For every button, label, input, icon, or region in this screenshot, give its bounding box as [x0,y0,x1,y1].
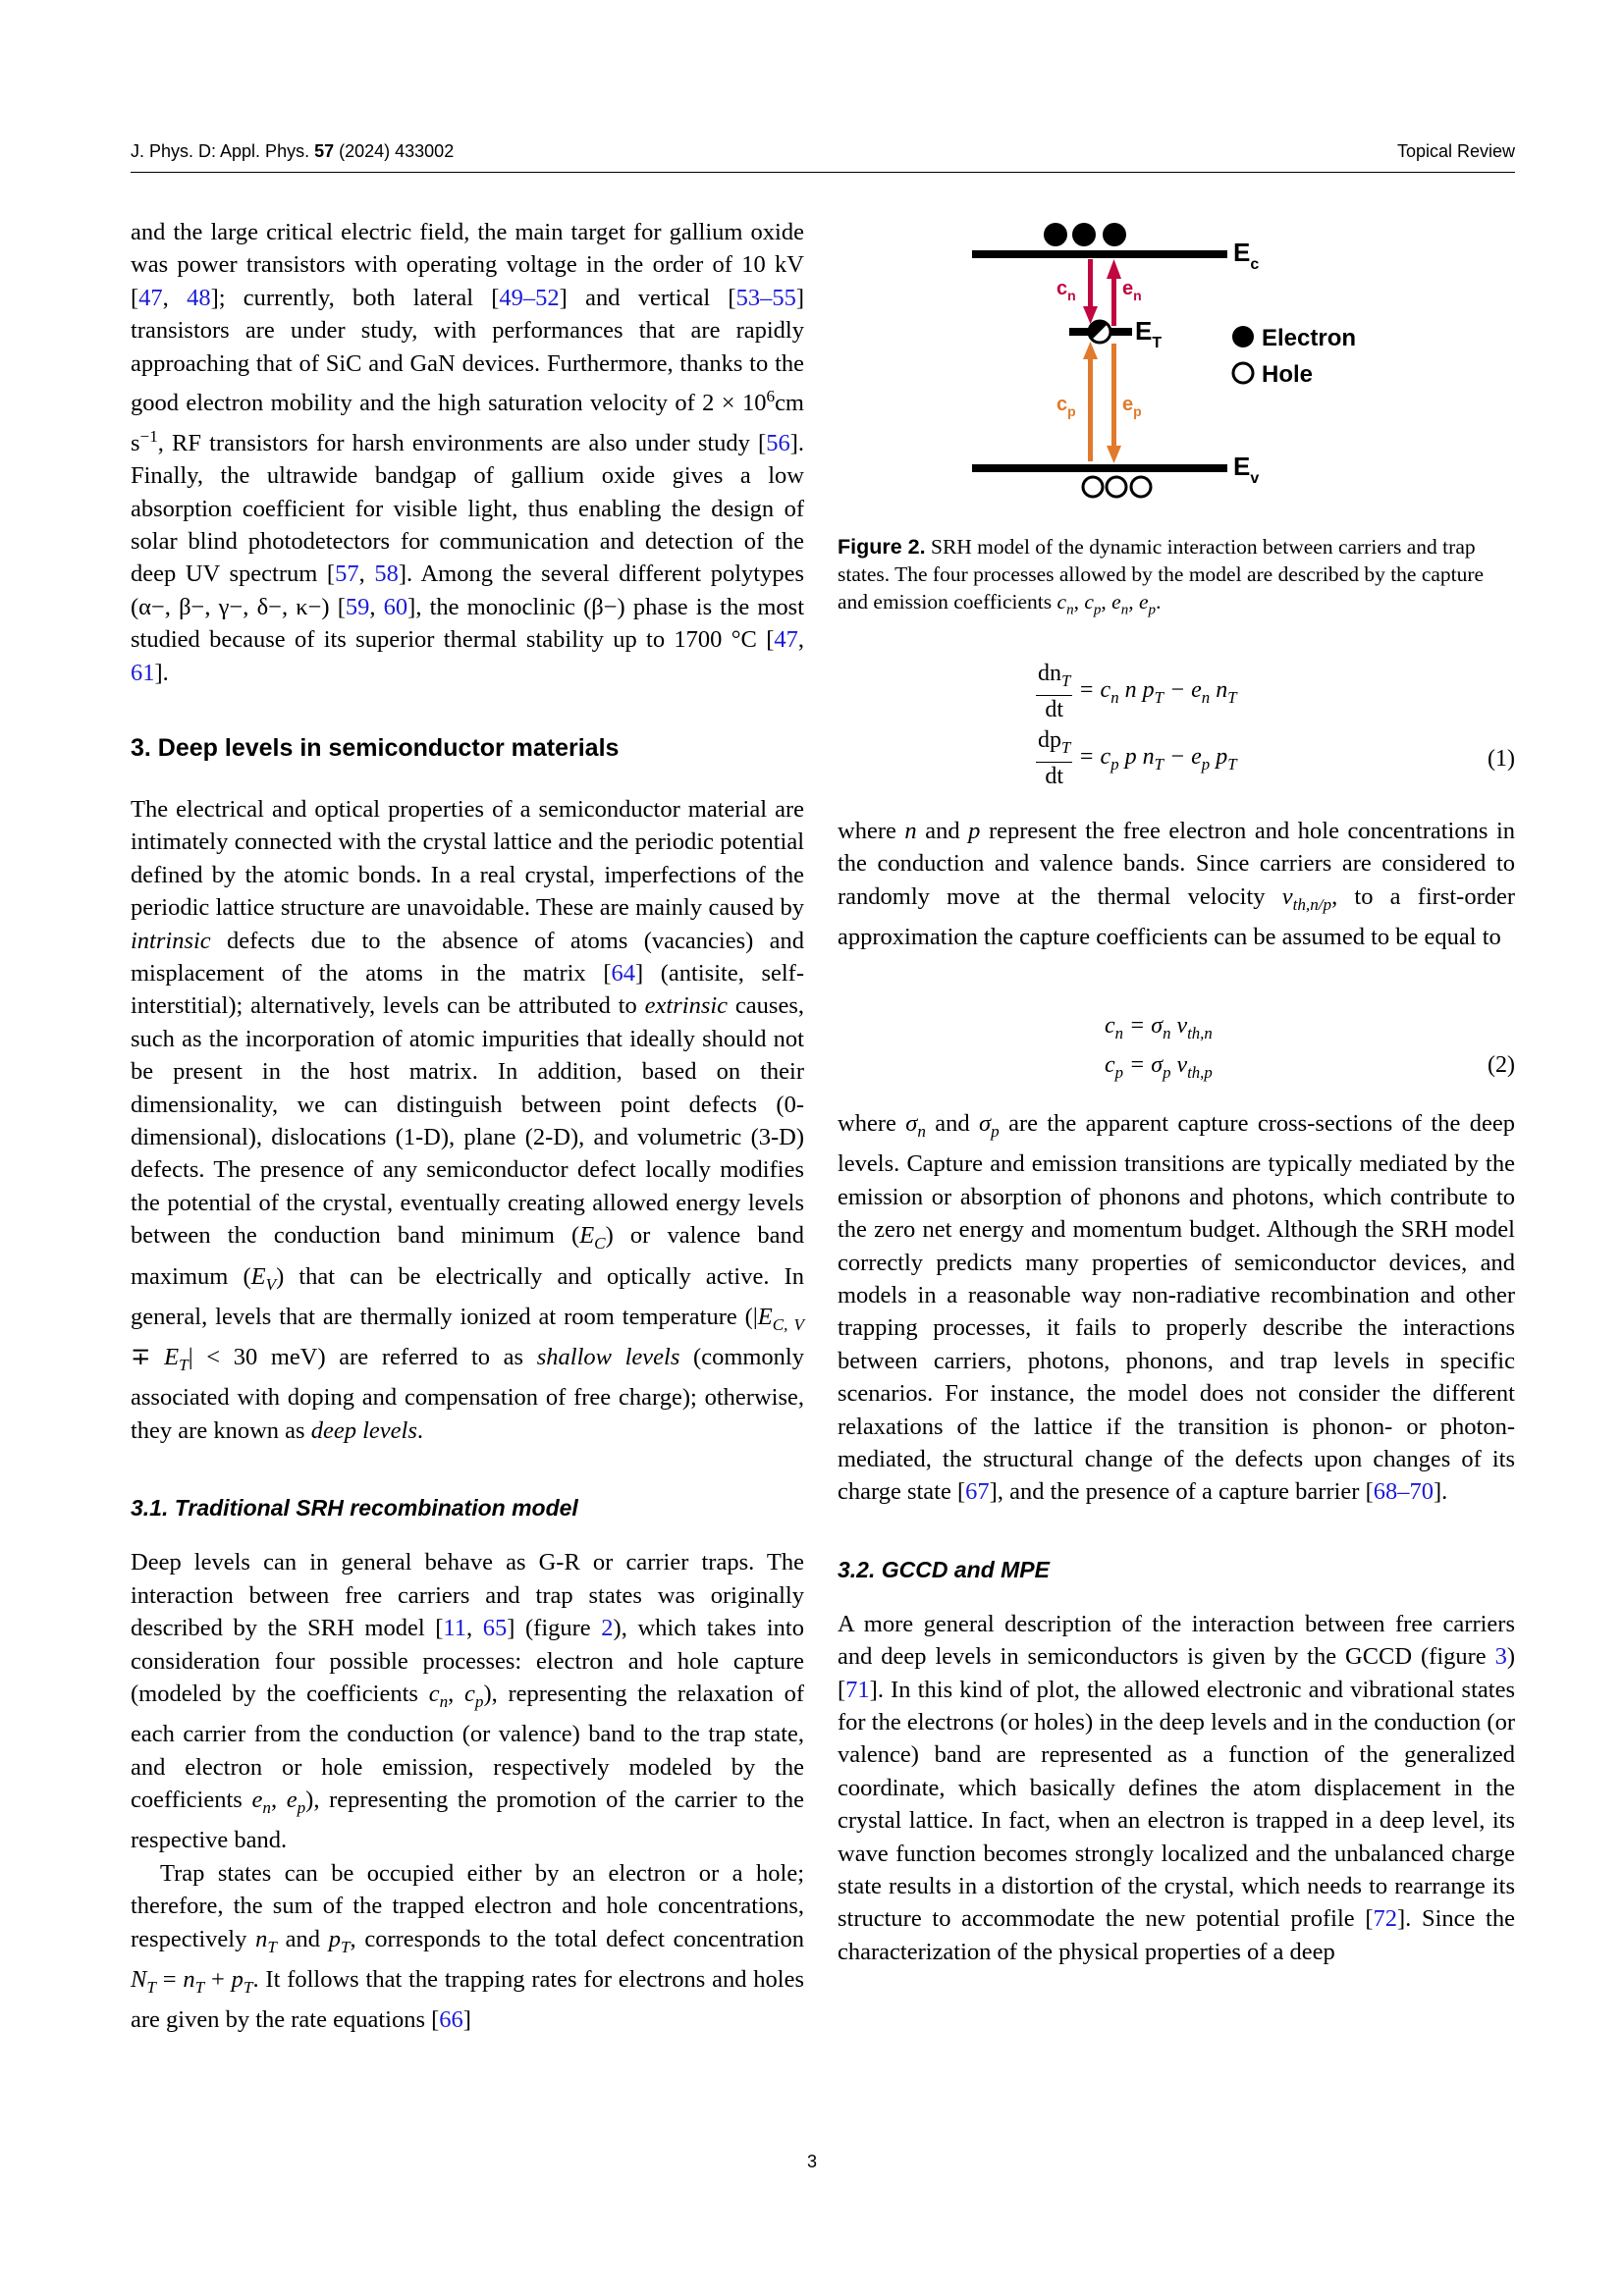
right-column-block-1 [838,815,1515,954]
citation-link[interactable]: 47 [138,284,163,311]
citation-link[interactable]: 53–55 [735,284,796,311]
citation-link[interactable]: 48 [187,284,211,311]
hole-icon [1131,477,1151,497]
citation-link[interactable]: 72 [1373,1905,1397,1933]
en-arrow [1111,277,1116,326]
citation-link[interactable]: 57 [335,561,359,588]
citation-link[interactable]: 49–52 [499,284,560,311]
legend-electron-label: Electron [1262,325,1357,351]
citation-link[interactable]: 56 [766,429,790,456]
ep-label: $e_p$ [1122,394,1142,419]
citation-link[interactable]: 59 [345,593,370,620]
right-column-block-2 [838,1107,1515,1968]
valence-band-line [972,464,1227,472]
citation-link[interactable]: 47 [774,626,798,654]
section3-paragraph: The electrical and optical properties of a semiconductor material are intimately connected with the crystal lattice and the periodic potential defined by the atomic bonds. In a real crystal, imperfections of the periodic lattice structure are unavoidable. These are mainly caused by intrinsic defects due to the absence of atoms (vacancies) and misplacement of the atoms in the matrix [64] (antisite, self-interstitial); alternatively, levels can be attributed to extrinsic causes, such as the incorporation of atomic impurities that ideally should not be present in the host matrix. In addition, based on their dimensionality, we can distinguish between point defects (0-dimensional), dislocations (1-D), plane (2-D), and volumetric (3-D) defects. The presence of any semiconductor defect locally modifies the potential of the crystal, eventually creating allowed energy levels between the conduction band minimum $(E_C)$ or valence band maximum $(E_V)$ that can be electrically and optically active. In general, levels that are thermally ionized at room temperature ($|E_{C, V} \mp E_T| < 30$ meV) are referred to as shallow levels (commonly associated with doping and compensation of free charge); otherwise, they are known as deep levels. [131,796,805,1444]
intro-paragraph: and the large critical electric field, the main target for gallium oxide was power transistors with operating voltage in the order of 10 kV [47, 48]; currently, both lateral [49–52] and vertical [53–55] transistors are under study, with performances that are rapidly approaching that of SiC and GaN devices. Furthermore, thanks to the good electron mobility and the high saturation velocity of $2 \times 10^6cm$ $s^{-1}$, RF transistors for harsh environments are also under study [56]. Finally, the ultrawide bandgap of gallium oxide gives a low absorption coefficient for visible light, thus enabling the design of solar blind photodetectors for communication and detection of the deep UV spectrum [57, 58]. Among the several different polytypes (α−, β−, γ−, δ−, κ−) [59, 60], the monoclinic (β−) phase is the most studied because of its superior thermal stability up to 1700 °C [47, 61]. [131,219,805,686]
en-arrowhead [1107,259,1121,279]
citation-link[interactable]: 67 [965,1478,990,1506]
figure-2-srh-diagram [962,196,1404,520]
equation-2 [1105,1013,1515,1092]
volume-number: 57 [314,141,335,161]
legend-hole-icon [1233,363,1253,383]
hole-icon [1107,477,1126,497]
electron-icon [1072,223,1096,246]
electron-icon [1103,223,1126,246]
citation-link[interactable]: 66 [439,2006,463,2034]
conduction-band-line [972,250,1227,258]
ev-label: $E_v$ [1233,452,1260,487]
figure-link[interactable]: 2 [601,1615,614,1642]
citation-link[interactable]: 65 [482,1615,508,1642]
citation-link[interactable]: 61 [131,659,155,686]
journal-citation: J. Phys. D: Appl. Phys. 57 (2024) 433002 [131,141,455,161]
figure-label: Figure 2. [838,535,926,559]
equation-number: (1) [1488,746,1515,772]
page-number: 3 [807,2152,818,2171]
equation-1-line-2: $\frac{dp_T}{dt}$ = $c_p$ p $n_T - e_p$ $p_T$ [1038,727,1237,789]
equation-2-line-2: $c_p = \sigma_p$ $v_{th,p}$ [1105,1052,1213,1082]
citation-link[interactable]: 68–70 [1373,1478,1434,1506]
subsection-heading: 3.2. GCCD and MPE [838,1556,1050,1582]
et-label: $E_T$ [1135,316,1163,351]
equation-1 [1036,660,1515,797]
cp-arrow [1088,358,1093,461]
ec-label: $E_c$ [1233,238,1260,273]
citation-link[interactable]: 11 [443,1615,467,1642]
legend-electron-icon [1232,326,1254,347]
cp-arrowhead [1083,342,1098,359]
section3-1-paragraph-1: Deep levels can in general behave as G-R or carrier traps. The interaction between free carriers and trap states was originally described by the SRH model [11, 65] (figure 2), which takes into consideration four possible processes: electron and hole capture (modeled by the coefficients $c_n$, $c_p$), representing the relaxation of each carrier from the conduction (or valence) band to the trap state, and electron or hole emission, respectively modeled by the coefficients $e_n$, $e_p$), representing the promotion of the carrier to the respective band. [131,1549,805,1854]
legend-hole-label: Hole [1262,361,1314,388]
ep-arrow [1111,344,1116,447]
citation-link[interactable]: 71 [845,1676,870,1703]
citation-link[interactable]: 60 [383,593,408,620]
figure-link[interactable]: 3 [1494,1643,1507,1671]
citation-link[interactable]: 64 [611,960,635,988]
article-type: Topical Review [1396,141,1515,161]
cn-label: $c_n$ [1056,278,1076,303]
left-column [131,216,804,2037]
electron-icon [1044,223,1067,246]
paragraph-after-eq1: where n and p represent the free electron and hole concentrations in the conduction and valence bands. Since carriers are considered to randomly move at the thermal velocity $v_{th,n/p}$, to a first-order approximation the capture coefficients can be assumed to be equal to [838,818,1516,951]
section3-1-paragraph-2: Trap states can be occupied either by an electron or a hole; therefore, the sum of the trapped electron and hole concentrations, respectively $n_T$ and $p_T$, corresponds to the total defect concentration $N_T = n_T + p_T$. It follows that the trapping rates for electrons and holes are given by the rate equations [66] [131,1859,804,2034]
section-heading: 3. Deep levels in semiconductor materials [131,734,620,762]
paragraph-after-eq2: where $\sigma_n$ and $\sigma_p$ are the apparent capture cross-sections of the deep levels. Capture and emission transitions are typically mediated by the emission or absorption of phonons and photons, which contribute to the zero net energy and momentum budget. Although the SRH model correctly predicts many properties of semiconductor devices, and models in a reasonable way non-radiative recombination and other trapping processes, it fails to properly describe the interactions between carriers, photons, phonons, and trap levels in specific scenarios. For instance, the model does not consider the different relaxations of the lattice if the transition is phonon- or photon-mediated, the structural change of the defects upon changes of its charge state [67], and the presence of a capture barrier [68–70]. [838,1110,1515,1506]
equation-1-line-1: $\frac{dn_T}{dt}$ = $c_n$ n $p_T - e_n$ $n_T$ [1038,661,1237,722]
citation-link[interactable]: 58 [374,561,399,588]
hole-icon [1083,477,1103,497]
ep-arrowhead [1107,446,1121,463]
section3-2-paragraph: A more general description of the interaction between free carriers and deep levels in semiconductors is given by the GCCD (figure 3) [71]. In this kind of plot, the allowed electronic and vibrational states for the electrons (or holes) in the deep levels and in the conduction (or valence) band are represented as a function of the generalized coordinate, which basically defines the atom displacement in the crystal lattice. In fact, when an electron is trapped in a deep level, its wave function becomes strongly localized and the unbalanced charge state results in a distortion of the crystal, which needs to rearrange its structure to accommodate the new potential profile [72]. Since the characterization of the physical properties of a deep [838,1610,1515,1965]
en-label: $e_n$ [1122,278,1142,303]
cp-label: $c_p$ [1056,394,1076,419]
equation-2-line-1: $c_n = \sigma_n$ $v_{th,n}$ [1105,1013,1213,1042]
header-divider [131,172,1515,173]
cn-arrow [1088,259,1093,308]
equation-number: (2) [1488,1052,1515,1078]
subsection-heading: 3.1. Traditional SRH recombination model [131,1495,578,1522]
figure-2-caption: Figure 2. SRH model of the dynamic interaction between carriers and trap states. The four processes allowed by the model are described by the capture and emission coefficients $c_n$, $c_p$, $e_n$, $e_p$. [838,535,1485,618]
